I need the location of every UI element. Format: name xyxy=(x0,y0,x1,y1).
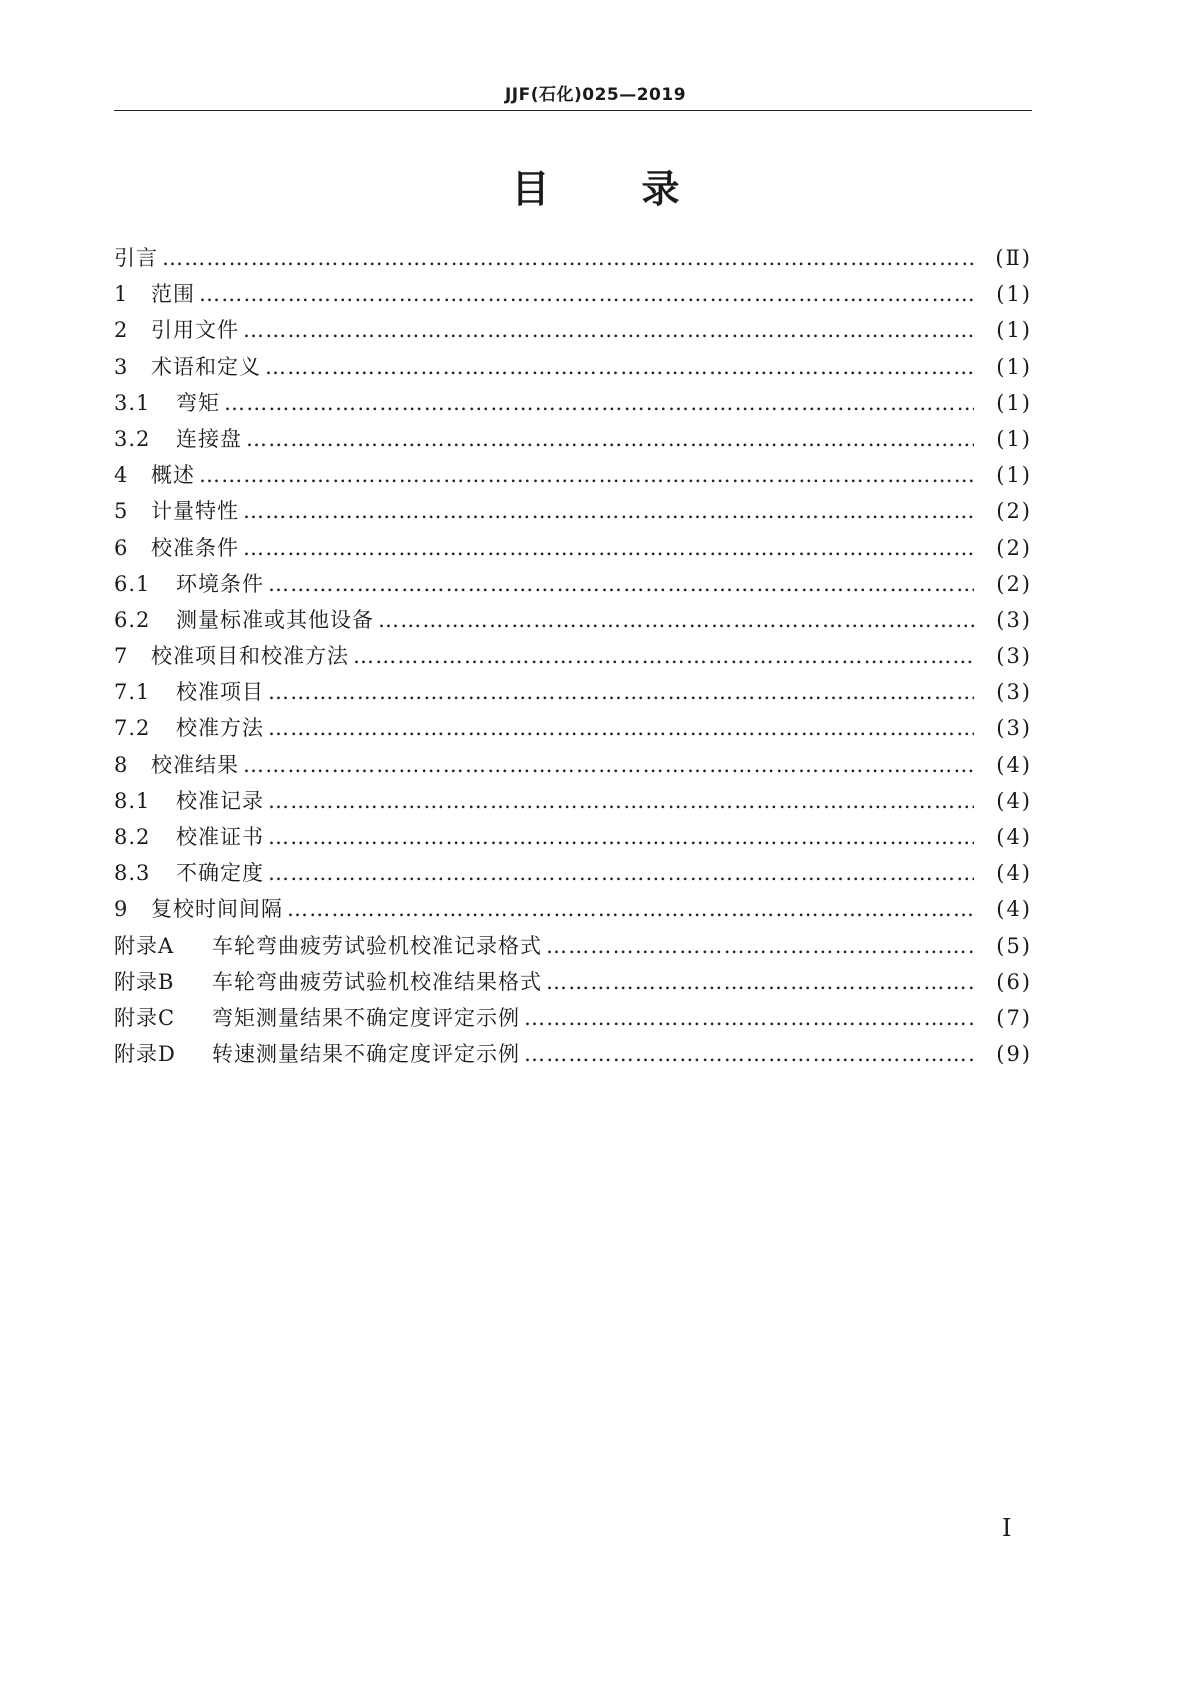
toc-entry-title: 校准方法 xyxy=(176,716,264,741)
page-title xyxy=(0,158,1191,213)
toc-leader-dots xyxy=(243,530,974,566)
toc-entry-title: 概述 xyxy=(151,463,195,488)
toc-entry-number: 8 xyxy=(114,752,129,777)
toc-entry-page: (1) xyxy=(996,318,1032,343)
toc-entry-title: 弯矩 xyxy=(176,390,220,415)
toc-entry-page: (7) xyxy=(996,1005,1032,1030)
toc-entry[interactable] xyxy=(114,566,1032,602)
toc-leader-dots xyxy=(243,747,974,783)
toc-entry-number: 7 xyxy=(114,644,129,669)
toc-entry[interactable] xyxy=(114,602,1032,638)
toc-entry-title: 连接盘 xyxy=(176,426,242,451)
toc-leader-dots xyxy=(287,891,974,927)
footer-page-number: Ⅰ xyxy=(1002,1514,1012,1542)
standard-code-header: JJF(石化)025—2019 xyxy=(504,85,687,105)
toc-leader-dots xyxy=(243,312,974,348)
toc-entry-page: (6) xyxy=(996,969,1032,994)
toc-entry-page: (Ⅱ) xyxy=(995,246,1032,270)
toc-entry-title: 术语和定义 xyxy=(151,354,261,379)
toc-entry-title: 校准项目 xyxy=(176,680,264,705)
toc-entry-page: (1) xyxy=(996,426,1032,451)
toc-leader-dots xyxy=(546,928,974,964)
toc-entry-page: (2) xyxy=(996,535,1032,560)
toc-entry-title: 校准记录 xyxy=(176,788,264,813)
toc-entry-number: 附录C xyxy=(114,1005,176,1030)
toc-entry-number: 附录A xyxy=(114,933,175,958)
toc-entry[interactable] xyxy=(114,638,1032,674)
toc-leader-dots xyxy=(199,457,974,493)
toc-entry[interactable] xyxy=(114,964,1032,1000)
toc-entry-title: 校准条件 xyxy=(151,535,239,560)
toc-entry[interactable] xyxy=(114,385,1032,421)
toc-entry-title: 弯矩测量结果不确定度评定示例 xyxy=(212,1005,520,1030)
toc-entry-number: 6.2 xyxy=(114,607,151,632)
toc-entry[interactable] xyxy=(114,819,1032,855)
toc-entry-number: 8.1 xyxy=(114,788,151,813)
toc-entry-page: (2) xyxy=(996,571,1032,596)
toc-leader-dots xyxy=(265,349,974,385)
page-title-second-char: 录 xyxy=(641,167,680,211)
toc-entry-number: 1 xyxy=(114,282,129,307)
toc-entry-title: 测量标准或其他设备 xyxy=(176,607,374,632)
toc-entry-number: 3.1 xyxy=(114,390,151,415)
toc-entry[interactable] xyxy=(114,349,1032,385)
toc-entry-title: 范围 xyxy=(151,282,195,307)
toc-entry-number: 7.2 xyxy=(114,716,151,741)
toc-leader-dots xyxy=(268,819,974,855)
toc-leader-dots xyxy=(546,964,974,1000)
toc-entry-title: 校准结果 xyxy=(151,752,239,777)
toc-entry[interactable] xyxy=(114,710,1032,746)
toc-entry-title: 校准项目和校准方法 xyxy=(151,644,349,669)
toc-entry-page: (3) xyxy=(996,607,1032,632)
toc-leader-dots xyxy=(268,855,974,891)
toc-entry-title: 车轮弯曲疲劳试验机校准记录格式 xyxy=(212,933,542,958)
toc-entry-page: (4) xyxy=(996,897,1032,922)
toc-entry-title: 校准证书 xyxy=(176,825,264,849)
toc-entry-number: 附录D xyxy=(114,1042,176,1067)
toc-entry-page: (9) xyxy=(996,1042,1032,1067)
toc-leader-dots xyxy=(162,240,974,276)
toc-entry-title: 复校时间间隔 xyxy=(151,897,283,922)
toc-entry-number: 4 xyxy=(114,463,129,488)
toc-leader-dots xyxy=(268,674,974,710)
toc-leader-dots xyxy=(378,602,974,638)
toc-entry-number: 6.1 xyxy=(114,571,151,596)
toc-entry[interactable] xyxy=(114,457,1032,493)
toc-entry-page: (1) xyxy=(996,463,1032,488)
toc-entry-page: (1) xyxy=(996,390,1032,415)
toc-entry[interactable] xyxy=(114,530,1032,566)
toc-leader-dots xyxy=(246,421,974,457)
toc-entry-page: (4) xyxy=(996,788,1032,813)
toc-entry-title: 环境条件 xyxy=(176,571,264,596)
toc-entry-title: 引言 xyxy=(114,246,158,270)
toc-leader-dots xyxy=(224,385,974,421)
toc-leader-dots xyxy=(353,638,974,674)
toc-entry[interactable] xyxy=(114,240,1032,276)
toc-entry-page: (4) xyxy=(996,752,1032,777)
toc-entry-page: (2) xyxy=(996,499,1032,524)
toc-entry-number: 9 xyxy=(114,897,129,922)
toc-entry-number: 8.3 xyxy=(114,861,151,886)
toc-entry-page: (4) xyxy=(996,825,1032,849)
toc-entry-title: 车轮弯曲疲劳试验机校准结果格式 xyxy=(212,969,542,994)
table-of-contents xyxy=(114,240,1032,1072)
toc-entry[interactable] xyxy=(114,674,1032,710)
toc-entry-title: 转速测量结果不确定度评定示例 xyxy=(212,1042,520,1067)
toc-entry-number: 7.1 xyxy=(114,680,151,705)
toc-entry-page: (1) xyxy=(996,282,1032,307)
page-title-first-char: 目 xyxy=(511,167,550,211)
toc-leader-dots xyxy=(199,276,974,312)
toc-entry-number: 6 xyxy=(114,535,129,560)
toc-entry[interactable] xyxy=(114,493,1032,529)
toc-entry-number: 8.2 xyxy=(114,825,151,849)
toc-leader-dots xyxy=(268,710,974,746)
toc-entry-page: (3) xyxy=(996,716,1032,741)
toc-entry[interactable] xyxy=(114,276,1032,312)
toc-entry[interactable] xyxy=(114,312,1032,348)
toc-entry-title: 不确定度 xyxy=(176,861,264,886)
toc-entry-page: (4) xyxy=(996,861,1032,886)
toc-entry[interactable] xyxy=(114,747,1032,783)
toc-entry[interactable] xyxy=(114,1036,1032,1072)
toc-entry-page: (3) xyxy=(996,680,1032,705)
toc-leader-dots xyxy=(268,783,974,819)
toc-entry-title: 计量特性 xyxy=(151,499,239,524)
toc-entry-page: (1) xyxy=(996,354,1032,379)
header-divider xyxy=(114,110,1032,111)
toc-entry-title: 引用文件 xyxy=(151,318,239,343)
toc-leader-dots xyxy=(524,1000,974,1036)
toc-entry-number: 5 xyxy=(114,499,129,524)
toc-entry[interactable] xyxy=(114,783,1032,819)
toc-entry[interactable] xyxy=(114,421,1032,457)
toc-entry[interactable] xyxy=(114,855,1032,891)
toc-entry-page: (3) xyxy=(996,644,1032,669)
toc-leader-dots xyxy=(524,1036,974,1072)
toc-entry-number: 3 xyxy=(114,354,129,379)
toc-entry[interactable] xyxy=(114,928,1032,964)
toc-entry-number: 3.2 xyxy=(114,426,151,451)
toc-leader-dots xyxy=(268,566,974,602)
toc-entry-number: 2 xyxy=(114,318,129,343)
toc-leader-dots xyxy=(243,493,974,529)
toc-entry-page: (5) xyxy=(996,933,1032,958)
toc-entry[interactable] xyxy=(114,891,1032,927)
toc-entry-number: 附录B xyxy=(114,969,175,994)
toc-entry[interactable] xyxy=(114,1000,1032,1036)
